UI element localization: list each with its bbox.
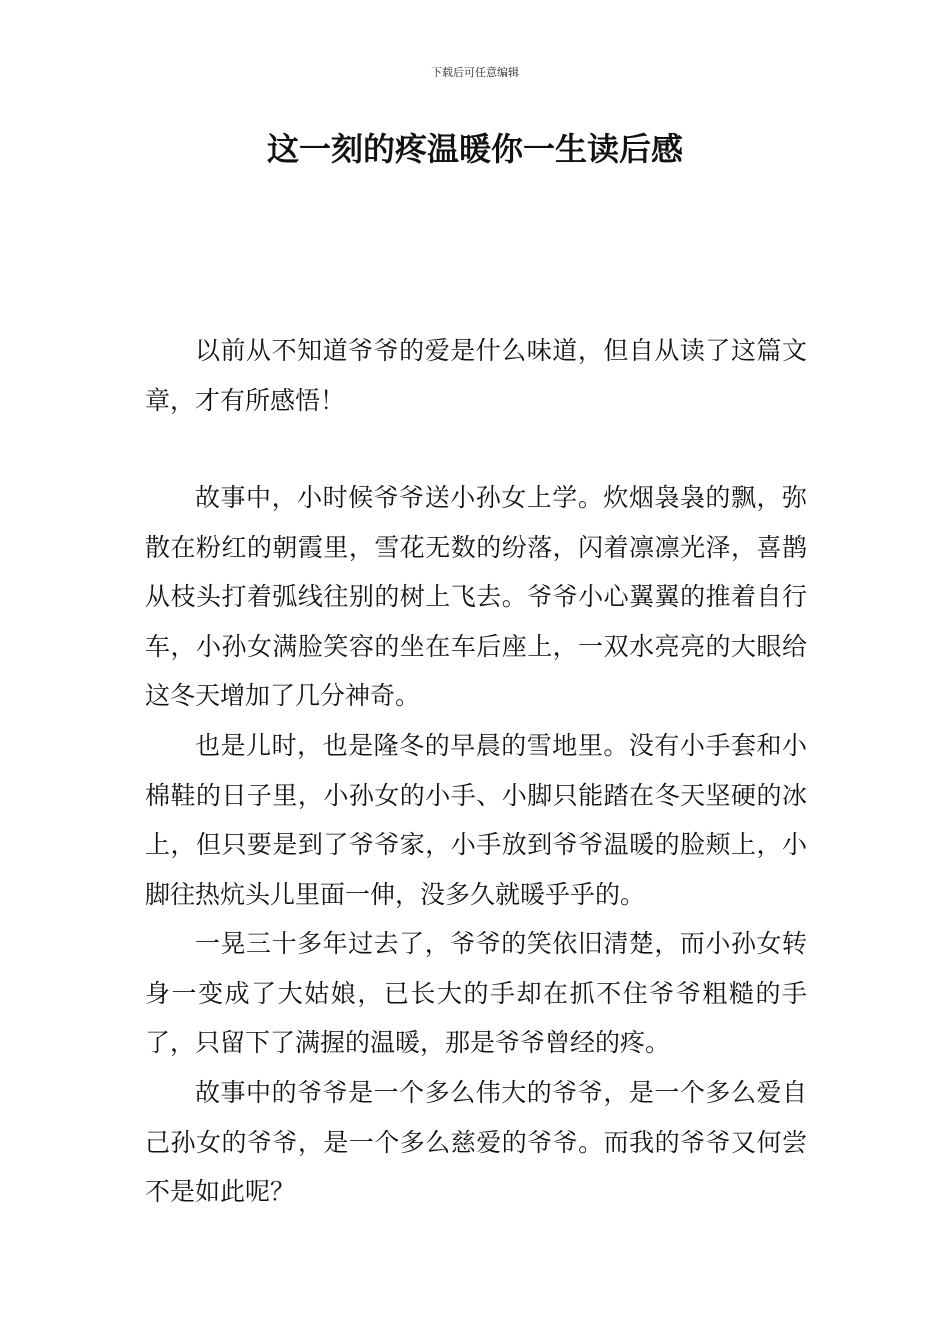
document-title: 这一刻的疼温暖你一生读后感 — [266, 130, 683, 168]
paragraph-2: 故事中，小时候爷爷送小孙女上学。炊烟袅袅的飘，弥散在粉红的朝霞里，雪花无数的纷落，闪着凛凛光泽，喜鹊从枝头打着弧线往别的树上飞去。爷爷小心翼翼的推着自行车，小孙女满脸笑容的坐在车后座上，一双水亮亮的大眼给这冬天增加了几分神奇。 — [145, 483, 807, 710]
paragraph-5: 故事中的爷爷是一个多么伟大的爷爷，是一个多么爱自己孙女的爷爷，是一个多么慈爱的爷爷。而我的爷爷又何尝不是如此呢？ — [145, 1078, 807, 1206]
paragraph-4: 一晃三十多年过去了，爷爷的笑依旧清楚，而小孙女转身一变成了大姑娘，已长大的手却在抓不住爷爷粗糙的手了，只留下了满握的温暖，那是爷爷曾经的疼。 — [145, 929, 807, 1057]
header-note: 下载后可任意编辑 — [431, 66, 519, 79]
paragraph-3: 也是儿时，也是隆冬的早晨的雪地里。没有小手套和小棉鞋的日子里，小孙女的小手、小脚只能踏在冬天坚硬的冰上，但只要是到了爷爷家，小手放到爷爷温暖的脸颊上，小脚往热炕头儿里面一伸，没多久就暖乎乎的。 — [145, 731, 807, 909]
paragraph-block — [145, 473, 807, 721]
paragraph-block — [145, 326, 807, 425]
paragraph-block — [145, 919, 807, 1068]
paragraph-block — [145, 721, 807, 919]
paragraph-1: 以前从不知道爷爷的爱是什么味道，但自从读了这篇文章，才有所感悟！ — [145, 336, 807, 415]
paragraph-block — [145, 1068, 807, 1217]
